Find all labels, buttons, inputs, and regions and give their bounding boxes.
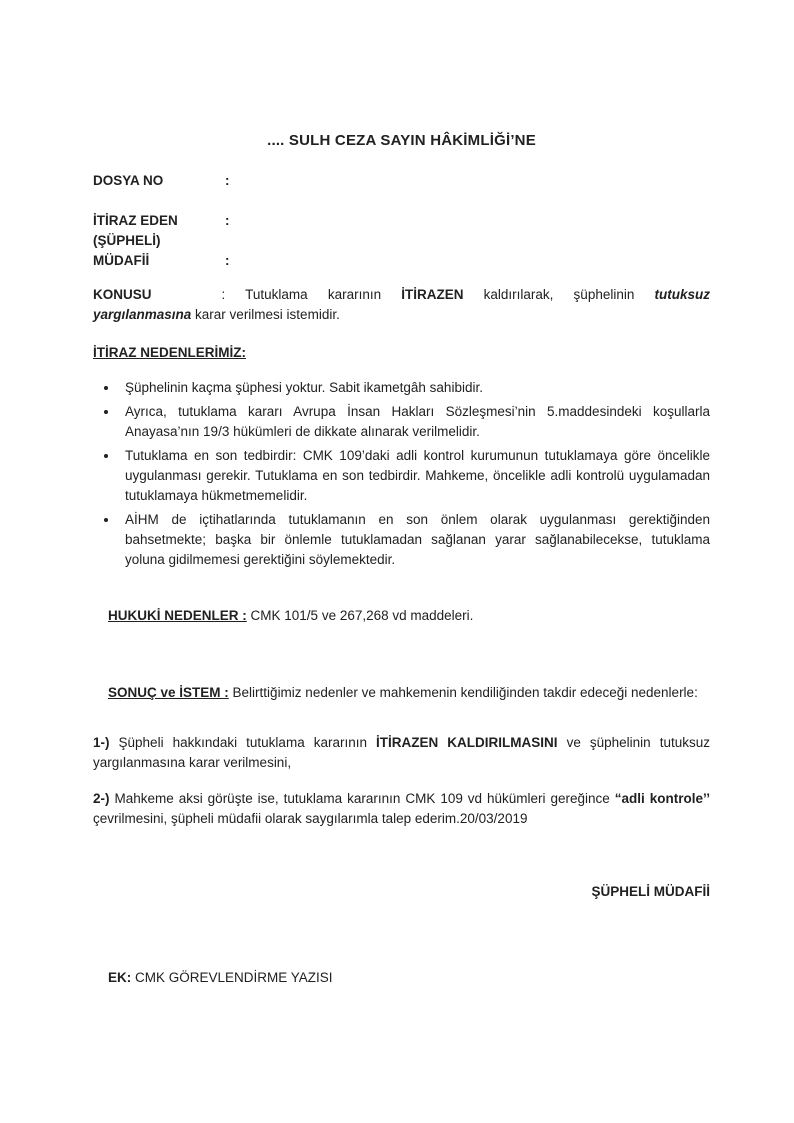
text-run: kaldırılarak, şüphelinin <box>463 287 655 302</box>
field-label: İTİRAZ EDEN <box>93 213 178 228</box>
konusu-text <box>93 287 710 322</box>
hukuki-nedenler-text: CMK 101/5 ve 267,268 vd maddeleri. <box>246 608 474 623</box>
field-colon: : <box>225 173 230 188</box>
bullet-item: • Şüphelinin kaçma şüphesi yoktur. Sabit ikametgâh sahibidir. <box>119 378 710 398</box>
parties-block <box>93 211 710 271</box>
text-run: 2-) <box>93 791 115 806</box>
field-itiraz-eden <box>93 211 710 231</box>
text-run: İTİRAZEN <box>401 287 464 302</box>
konusu-paragraph <box>93 285 710 325</box>
text-run: “adli kontrole’’ <box>614 791 711 806</box>
attachment-line <box>93 948 710 1008</box>
text-run: İTİRAZEN KALDIRILMASINI <box>376 735 558 750</box>
text-run: çevrilmesini, şüpheli müdafii olarak saygılarımla talep ederim.20/03/2019 <box>93 811 528 826</box>
konusu-label: KONUSU <box>93 287 152 302</box>
signature-block: ŞÜPHELİ MÜDAFİİ <box>591 884 710 899</box>
text-run: karar verilmesi istemidir. <box>191 307 340 322</box>
sonuc-istem-text: Belirttiğimiz nedenler ve mahkemenin kendiliğinden takdir edeceği nedenlerle: <box>228 685 698 700</box>
text-run: : Tutuklama kararının <box>221 287 402 302</box>
text-run: tutuksuz yargılanmasına <box>93 287 710 322</box>
bullet-item: • Tutuklama en son tedbirdir: CMK 109’daki adli kontrol kurumunun tutuklamaya göre öncelikle uygulanması gerekir. Tutuklama en son tedbirdir. Mahkeme, öncelikle adli kontrolü uygulamadan tutuklamaya hükmetmemelidir. <box>119 446 710 506</box>
hukuki-nedenler-label: HUKUKİ NEDENLER : <box>108 608 247 623</box>
text-run: 1-) <box>93 735 119 750</box>
field-label: (ŞÜPHELİ) <box>93 233 161 248</box>
field-colon: : <box>225 253 230 268</box>
itiraz-bullet-list <box>93 378 710 570</box>
bullet-item: • AİHM de içtihatlarında tutuklamanın en son önlem olarak uygulanması gerektiğinden bahsetmekte; başka bir önlemle tutuklamadan sağlanan yarar sağlanabilecekse, tutuklama yoluna gidilmemesi gerektiğini söylemektedir. <box>119 510 710 570</box>
sonuc-istem-label: SONUÇ ve İSTEM : <box>108 685 229 700</box>
text-run: ve şüphelinin tutuksuz yargılanmasına karar verilmesini, <box>93 735 710 770</box>
itiraz-nedenlerimiz-heading: İTİRAZ NEDENLERİMİZ: <box>93 345 246 360</box>
field-mudafii <box>93 251 710 271</box>
request-paragraph-2 <box>93 789 710 829</box>
field-supheli <box>93 231 710 251</box>
field-label: MÜDAFİİ <box>93 253 150 268</box>
hukuki-nedenler-line <box>93 586 710 646</box>
attachment-text: CMK GÖREVLENDİRME YAZISI <box>131 970 333 985</box>
text-run: Şüpheli hakkındaki tutuklama kararının <box>118 735 377 750</box>
bullet-item: • Ayrıca, tutuklama kararı Avrupa İnsan Hakları Sözleşmesi’nin 5.maddesindeki koşullarla Anayasa’nın 19/3 hükümleri de dikkate alınarak verilmelidir. <box>119 402 710 442</box>
field-label: DOSYA NO <box>93 173 164 188</box>
attachment-label: EK: <box>108 970 132 985</box>
request-paragraph-1 <box>93 733 710 773</box>
field-colon: : <box>225 213 230 228</box>
document-title: .... SULH CEZA SAYIN HÂKİMLİĞİ’NE <box>267 132 536 149</box>
text-run: Mahkeme aksi görüşte ise, tutuklama kararının CMK 109 vd hükümleri gereğince <box>114 791 615 806</box>
field-dosya-no <box>93 171 710 191</box>
sonuc-istem-line <box>93 663 710 723</box>
